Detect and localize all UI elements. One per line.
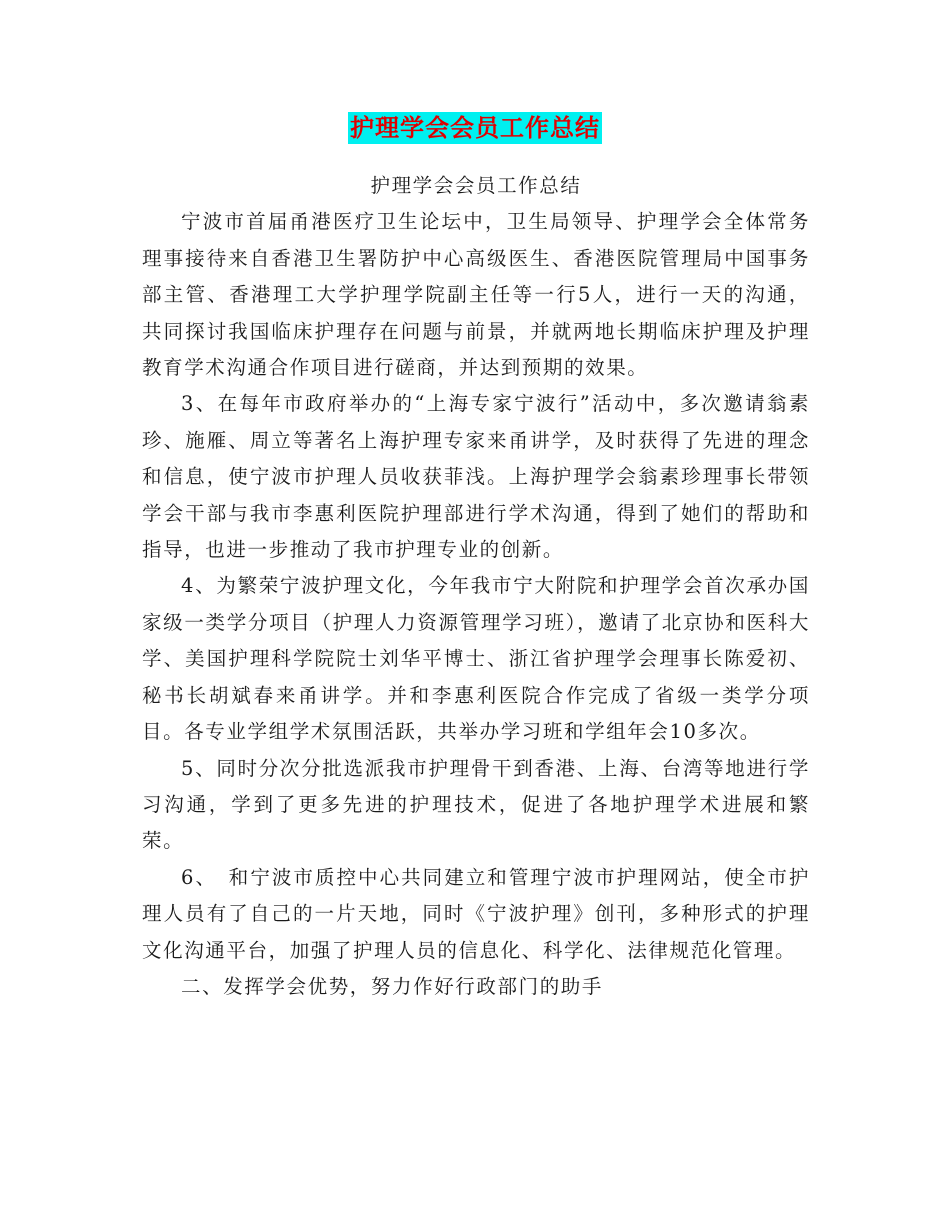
title-wrapper <box>0 112 950 144</box>
paragraph-item-5: 5、同时分次分批选派我市护理骨干到香港、上海、台湾等地进行学习沟通，学到了更多先进的护理技术，促进了各地护理学术进展和繁荣。 <box>142 756 810 853</box>
document-title: 护理学会会员工作总结 <box>350 114 600 142</box>
paragraph-forum: 宁波市首届甬港医疗卫生论坛中，卫生局领导、护理学会全体常务理事接待来自香港卫生署防护中心高级医生、香港医院管理局中国事务部主管、香港理工大学护理学院副主任等一行5人，进行一天的沟通，共同探讨我国临床护理存在问题与前景，并就两地长期临床护理及护理教育学术沟通合作项目进行磋商，并达到预期的效果。 <box>142 210 810 380</box>
paragraph-item-4: 4、为繁荣宁波护理文化，今年我市宁大附院和护理学会首次承办国家级一类学分项目（护理人力资源管理学习班），邀请了北京协和医科大学、美国护理科学院院士刘华平博士、浙江省护理学会理事长陈爱初、秘书长胡斌春来甬讲学。并和李惠利医院合作完成了省级一类学分项目。各专业学组学术氛围活跃，共举办学习班和学组年会10多次。 <box>142 574 810 744</box>
paragraph-item-3: 3、在每年市政府举办的“上海专家宁波行”活动中，多次邀请翁素珍、施雁、周立等著名上海护理专家来甬讲学，及时获得了先进的理念和信息，使宁波市护理人员收获菲浅。上海护理学会翁素珍理事长带领学会干部与我市李惠利医院护理部进行学术沟通，得到了她们的帮助和指导，也进一步推动了我市护理专业的创新。 <box>142 392 810 562</box>
document-body <box>142 168 810 1005</box>
paragraph-item-6: 6、 和宁波市质控中心共同建立和管理宁波市护理网站，使全市护理人员有了自己的一片天地，同时《宁波护理》创刊，多种形式的护理文化沟通平台，加强了护理人员的信息化、科学化、法律规范化管理。 <box>142 865 810 962</box>
section-heading: 二、发挥学会优势，努力作好行政部门的助手 <box>181 974 604 998</box>
document-subtitle: 护理学会会员工作总结 <box>370 174 582 197</box>
